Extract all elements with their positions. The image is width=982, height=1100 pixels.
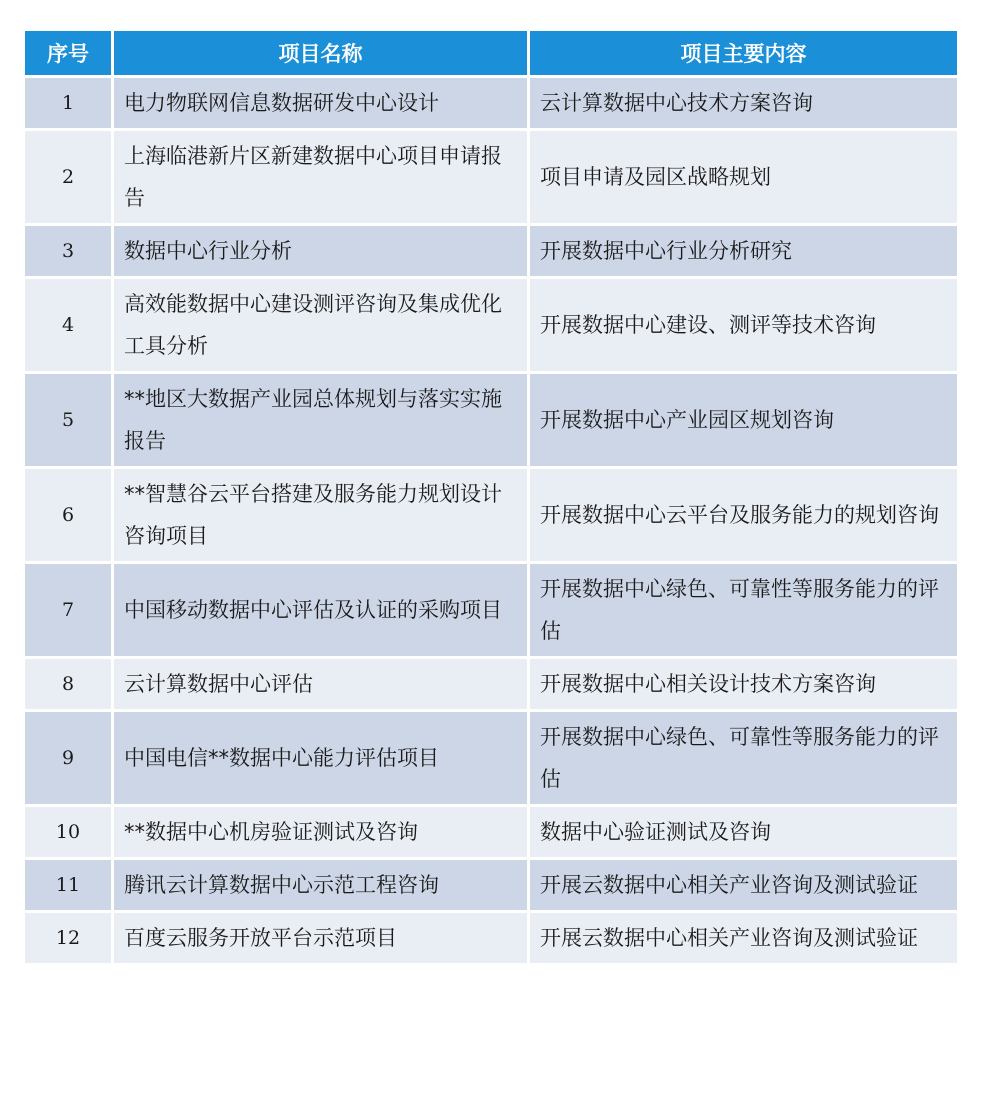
table-row [25, 564, 957, 656]
cell-project-name: 百度云服务开放平台示范项目 [114, 913, 527, 963]
table-row [25, 279, 957, 371]
cell-project-content: 云计算数据中心技术方案咨询 [530, 78, 957, 128]
cell-project-name: **数据中心机房验证测试及咨询 [114, 807, 527, 857]
table-row [25, 913, 957, 963]
table-row [25, 374, 957, 466]
table-row [25, 712, 957, 804]
table-row [25, 860, 957, 910]
cell-index: 3 [25, 226, 111, 276]
cell-index: 10 [25, 807, 111, 857]
cell-project-content: 开展云数据中心相关产业咨询及测试验证 [530, 860, 957, 910]
cell-project-content: 开展数据中心行业分析研究 [530, 226, 957, 276]
cell-index: 11 [25, 860, 111, 910]
cell-project-name: 高效能数据中心建设测评咨询及集成优化工具分析 [114, 279, 527, 371]
cell-project-content: 开展数据中心云平台及服务能力的规划咨询 [530, 469, 957, 561]
cell-project-name: **智慧谷云平台搭建及服务能力规划设计咨询项目 [114, 469, 527, 561]
cell-index: 7 [25, 564, 111, 656]
cell-index: 2 [25, 131, 111, 223]
cell-project-content: 开展数据中心绿色、可靠性等服务能力的评估 [530, 564, 957, 656]
table-header-row [25, 31, 957, 75]
table-row [25, 226, 957, 276]
cell-project-content: 开展数据中心相关设计技术方案咨询 [530, 659, 957, 709]
cell-index: 12 [25, 913, 111, 963]
cell-project-name: 腾讯云计算数据中心示范工程咨询 [114, 860, 527, 910]
header-project-name: 项目名称 [114, 31, 527, 75]
cell-index: 8 [25, 659, 111, 709]
cell-index: 1 [25, 78, 111, 128]
cell-project-name: 中国电信**数据中心能力评估项目 [114, 712, 527, 804]
cell-project-content: 数据中心验证测试及咨询 [530, 807, 957, 857]
table-row [25, 469, 957, 561]
cell-project-name: 中国移动数据中心评估及认证的采购项目 [114, 564, 527, 656]
cell-project-name: 上海临港新片区新建数据中心项目申请报告 [114, 131, 527, 223]
table-row [25, 78, 957, 128]
cell-project-content: 开展数据中心建设、测评等技术咨询 [530, 279, 957, 371]
cell-project-name: 数据中心行业分析 [114, 226, 527, 276]
table-row [25, 807, 957, 857]
table-row [25, 659, 957, 709]
cell-index: 4 [25, 279, 111, 371]
header-project-content: 项目主要内容 [530, 31, 957, 75]
cell-project-content: 开展数据中心产业园区规划咨询 [530, 374, 957, 466]
project-table [22, 28, 960, 966]
cell-project-name: 云计算数据中心评估 [114, 659, 527, 709]
cell-project-content: 开展数据中心绿色、可靠性等服务能力的评估 [530, 712, 957, 804]
cell-project-content: 项目申请及园区战略规划 [530, 131, 957, 223]
cell-project-content: 开展云数据中心相关产业咨询及测试验证 [530, 913, 957, 963]
cell-project-name: **地区大数据产业园总体规划与落实实施报告 [114, 374, 527, 466]
cell-index: 9 [25, 712, 111, 804]
header-index: 序号 [25, 31, 111, 75]
cell-project-name: 电力物联网信息数据研发中心设计 [114, 78, 527, 128]
table-row [25, 131, 957, 223]
cell-index: 5 [25, 374, 111, 466]
cell-index: 6 [25, 469, 111, 561]
